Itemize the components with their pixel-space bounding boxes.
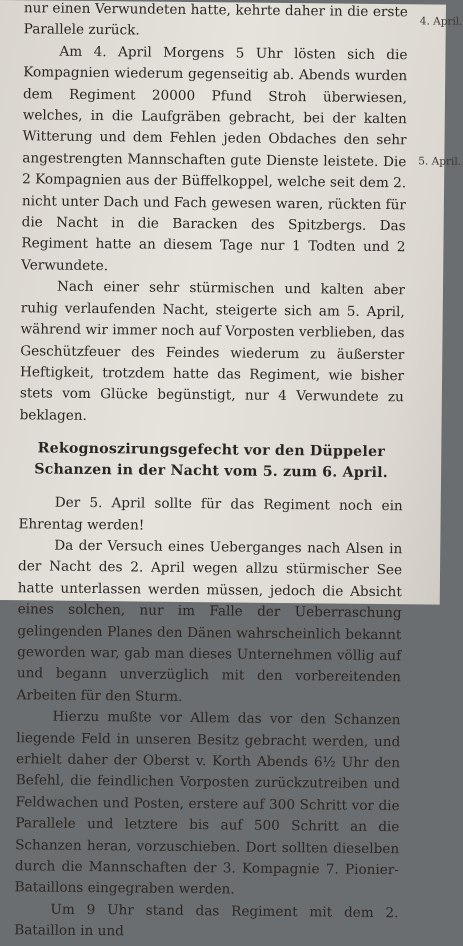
page-body bbox=[14, 0, 408, 946]
paragraph-continuation: nur einen Verwundeten hatte, kehrte daher in die erste Parallele zurück. bbox=[23, 0, 408, 39]
paragraph-ehrentag: Der 5. April sollte für das Regiment noch ein Ehrentag werden! bbox=[18, 494, 403, 534]
margin-note-4-april: 4. April. bbox=[419, 15, 463, 28]
paragraph-9-uhr: Um 9 Uhr stand das Regiment mit dem 2. Bataillon in und bbox=[14, 901, 399, 940]
section-heading: Rekognoszirungsgefecht vor den Düppeler Schanzen in der Nacht vom 5. zum 6. April. bbox=[34, 440, 388, 482]
paragraph-april-5: Nach einer sehr stürmischen und kalten aber ruhig verlaufenden Nacht, steigerte sich am 5. April, während wir immer noch auf Vorposten verblieben, das Geschützfeuer des Feindes wiederum zu äußerster Heftigkeit, trotzdem hatte das Regiment, wie bisher stets vom Glücke begünstigt, nur 4 Verwundete zu beklagen. bbox=[19, 278, 406, 424]
paragraph-uebergang: Da der Versuch eines Ueberganges nach Alsen in der Nacht des 2. April wegen allzu stürmischer See hatte unterlassen werden müssen, jedoch die Absicht eines solchen, nur im Falle der Ueberraschung gelingenden Planes den Dänen wahrscheinlich bekannt geworden war, gab man dieses Unternehmen völlig auf und begann unverzüglich mit den vorbereitenden Arbeiten für den Sturm. bbox=[16, 537, 403, 705]
paragraph-befehl: Hierzu mußte vor Allem das vor den Schanzen liegende Feld in unseren Besitz gebracht werden, und erhielt daher der Oberst v. Korth Abends 6½ Uhr den Befehl, die feindlichen Vorposten zurückzutreiben und Feldwachen und Posten, erstere auf 300 Schritt vor die Parallele und letztere bis auf 500 Schritt an die Schanzen heran, vorzuschieben. Dort sollten dieselben durch die Mannschaften der 3. Kompagnie 7. Pionier-Bataillons eingegraben werden. bbox=[14, 708, 401, 898]
margin-note-5-april: 5. April. bbox=[418, 155, 462, 168]
paragraph-april-4: Am 4. April Morgens 5 Uhr lösten sich die Kompagnien wiederum gegenseitig ab. Abends wurden dem Regiment 20000 Pfund Stroh überwiesen, welches, in die Laufgräben gebracht, bei der kalten Witterung und dem Fehlen jeden Obdaches den sehr angestrengten Mannschaften gute Dienste leistete. Die 2 Kompagnien aus der Büffelkoppel, welche seit dem 2. nicht unter Dach und Fach gewesen waren, rückten für die Nacht in die Baracken des Spitzbergs. Das Regiment hatte an diesem Tage nur 1 Todten und 2 Verwundete. bbox=[21, 43, 408, 275]
